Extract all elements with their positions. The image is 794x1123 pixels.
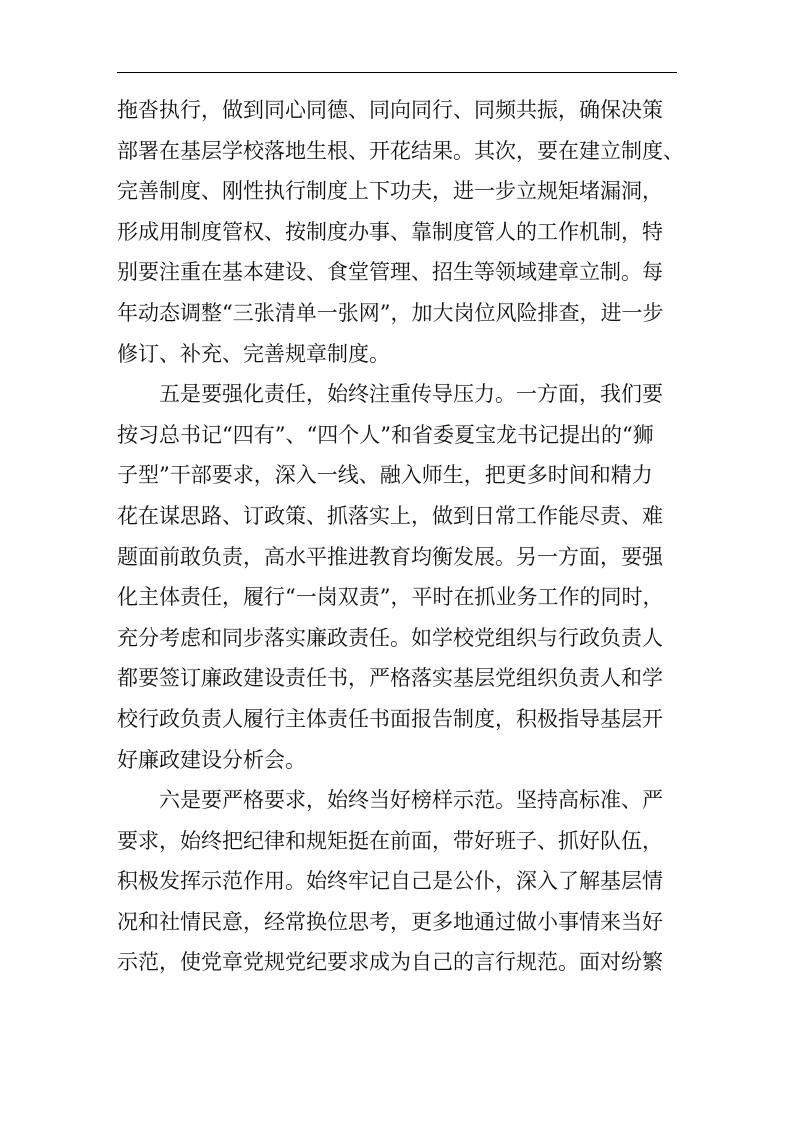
text-line: 按习总书记“四有”、“四个人”和省委夏宝龙书记提出的“狮 [117,422,654,447]
text-line: 完善制度、刚性执行制度上下功夫，进一步立规矩堵漏洞， [117,179,663,204]
text-line: 好廉政建设分析会。 [117,747,306,772]
header-rule [117,72,677,73]
text-line: 别要注重在基本建设、食堂管理、招生等领域建章立制。每 [117,260,663,285]
text-line: 部署在基层学校落地生根、开花结果。其次，要在建立制度、 [117,138,684,163]
text-line: 修订、补充、完善规章制度。 [117,341,390,366]
text-line: 况和社情民意，经常换位思考，更多地通过做小事情来当好 [117,909,663,934]
paragraph-start-line: 六是要严格要求，始终当好榜样示范。坚持高标准、严 [159,788,663,813]
text-line: 示范，使党章党规党纪要求成为自己的言行规范。面对纷繁 [117,950,663,975]
text-line: 积极发挥示范作用。始终牢记自己是公仆，深入了解基层情 [117,869,663,894]
text-line: 形成用制度管权、按制度办事、靠制度管人的工作机制，特 [117,219,663,244]
text-line: 题面前敢负责，高水平推进教育均衡发展。另一方面，要强 [117,544,663,569]
text-line: 都要签订廉政建设责任书，严格落实基层党组织负责人和学 [117,666,663,691]
text-line: 拖沓执行，做到同心同德、同向同行、同频共振，确保决策 [117,98,663,122]
text-line: 化主体责任，履行“一岗双责”，平时在抓业务工作的同时， [117,585,664,610]
text-line: 年动态调整“三张清单一张网”，加大岗位风险排查，进一步 [117,300,664,325]
text-line: 子型”干部要求，深入一线、融入师生，把更多时间和精力 [117,463,653,488]
text-line: 要求，始终把纪律和规矩挺在前面，带好班子、抓好队伍， [117,828,663,853]
text-line: 充分考虑和同步落实廉政责任。如学校党组织与行政负责人 [117,625,663,650]
body-text [117,90,697,983]
text-line: 花在谋思路、订政策、抓落实上，做到日常工作能尽责、难 [117,503,663,528]
text-line: 校行政负责人履行主体责任书面报告制度，积极指导基层开 [117,706,663,731]
paragraph-start-line: 五是要强化责任，始终注重传导压力。一方面，我们要 [159,382,663,407]
